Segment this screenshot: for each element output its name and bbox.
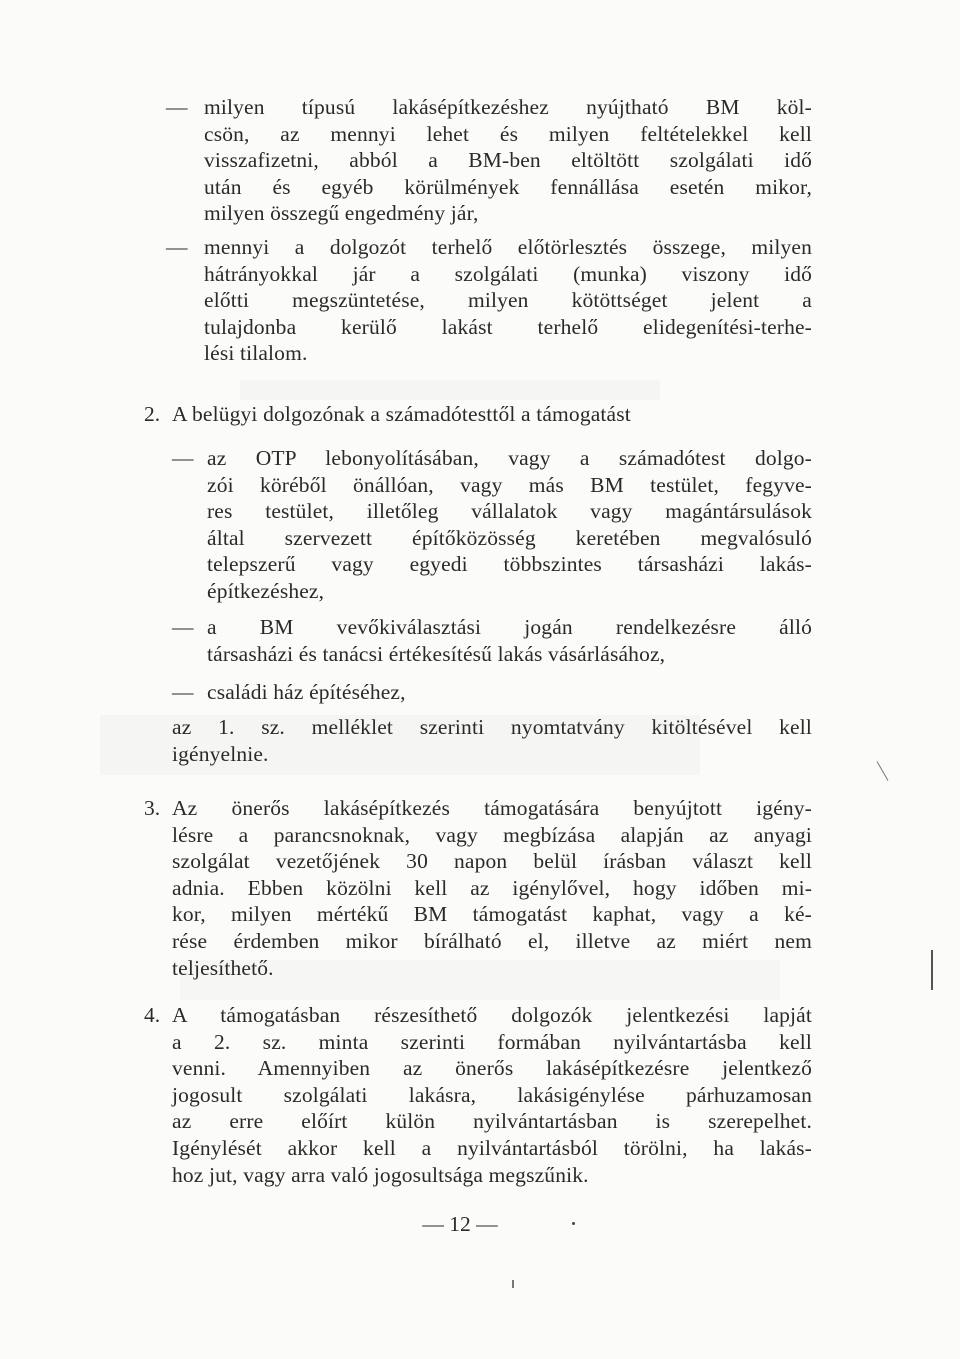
text-line: csön, az mennyi lehet és milyen feltételekkel kell	[204, 121, 812, 146]
text-line: által szervezett építőközösség keretében megvalósuló	[207, 525, 812, 550]
text-line: adnia. Ebben közölni kell az igénylővel, hogy időben mi-	[172, 875, 812, 900]
text-line: jogosult szolgálati lakásra, lakásigénylése párhuzamosan	[172, 1082, 812, 1107]
text-line: res testület, illetőleg vállalatok vagy magántársulások	[207, 499, 812, 524]
text-line: szolgálat vezetőjének 30 napon belül írásban választ kell	[172, 849, 812, 874]
list-dash: —	[172, 446, 194, 470]
section-3	[172, 795, 812, 981]
text-line: hoz jut, vagy arra való jogosultsága megszűnik.	[172, 1162, 589, 1187]
text-line: után és egyéb körülmények fennállása esetén mikor,	[204, 174, 812, 199]
scan-speck	[512, 1280, 514, 1288]
text-line: A támogatásban részesíthető dolgozók jelentkezési lapját	[172, 1003, 812, 1027]
text-line: előtti megszüntetése, milyen kötöttséget jelent a	[204, 288, 812, 313]
text-line: a BM vevőkiválasztási jogán rendelkezésre álló	[207, 615, 812, 639]
section-2-closing	[172, 714, 812, 767]
list-dash: —	[166, 95, 188, 119]
text-line: kor, milyen mértékű BM támogatást kaphat, vagy a ké-	[172, 902, 812, 927]
text-line: A belügyi dolgozónak a számadótesttől a támogatást	[172, 402, 631, 426]
scan-speck	[931, 950, 933, 990]
text-line: családi ház építéséhez,	[207, 680, 406, 704]
scan-speck	[877, 761, 889, 781]
text-line: lésre a parancsnoknak, vagy megbízása alapján az anyagi	[172, 822, 812, 847]
text-line: teljesíthető.	[172, 955, 274, 980]
text-line: társasházi és tanácsi értékesítésű lakás vásárlásához,	[207, 641, 666, 666]
text-line: lési tilalom.	[204, 341, 308, 366]
text-line: milyen összegű engedmény jár,	[204, 201, 479, 226]
text-line: Igénylését akkor kell a nyilvántartásból törölni, ha lakás-	[172, 1135, 812, 1160]
text-line: milyen típusú lakásépítkezéshez nyújtható BM köl-	[204, 95, 812, 119]
text-line: a 2. sz. minta szerinti formában nyilvántartásba kell	[172, 1029, 812, 1054]
list-dash: —	[172, 615, 194, 639]
text-line: venni. Amennyiben az önerős lakásépítkezésre jelentkező	[172, 1056, 812, 1081]
list-dash: —	[172, 680, 194, 704]
paragraph-2	[204, 234, 812, 367]
text-line: építkezéshez,	[207, 578, 325, 603]
text-line: az 1. sz. melléklet szerinti nyomtatvány kitöltésével kell	[172, 715, 812, 739]
bleed-through-mark	[240, 380, 660, 400]
text-line: tulajdonba kerülő lakást terhelő elidegenítési-terhe-	[204, 314, 812, 339]
text-line: telepszerű vagy egyedi többszintes társasházi lakás-	[207, 552, 812, 577]
section-2-item-2	[207, 614, 812, 667]
text-line: az OTP lebonyolításában, vagy a számadótest dolgo-	[207, 446, 812, 470]
section-number: 2.	[144, 402, 161, 426]
section-number: 4.	[144, 1003, 161, 1027]
text-line: igényelnie.	[172, 741, 269, 766]
text-line: zói köréből önállóan, vagy más BM testület, fegyve-	[207, 472, 812, 497]
text-line: mennyi a dolgozót terhelő előtörlesztés összege, milyen	[204, 235, 812, 259]
section-2-item-1	[207, 445, 812, 605]
list-dash: —	[166, 235, 188, 259]
section-number: 3.	[144, 796, 161, 820]
text-line: visszafizetni, abból a BM-ben eltöltött szolgálati idő	[204, 148, 812, 173]
text-line: hátrányokkal jár a szolgálati (munka) viszony idő	[204, 261, 812, 286]
section-2-item-3	[207, 679, 812, 706]
section-4	[172, 1002, 812, 1188]
text-line: Az önerős lakásépítkezés támogatására benyújtott igény-	[172, 796, 812, 820]
text-line: az erre előírt külön nyilvántartásban is szerepelhet.	[172, 1109, 812, 1134]
paragraph-1	[204, 94, 812, 227]
section-2-intro	[172, 401, 812, 428]
page-number: — 12 —	[422, 1212, 498, 1236]
scan-speck	[572, 1222, 575, 1225]
text-line: rése érdemben mikor bírálható el, illetve az miért nem	[172, 928, 812, 953]
